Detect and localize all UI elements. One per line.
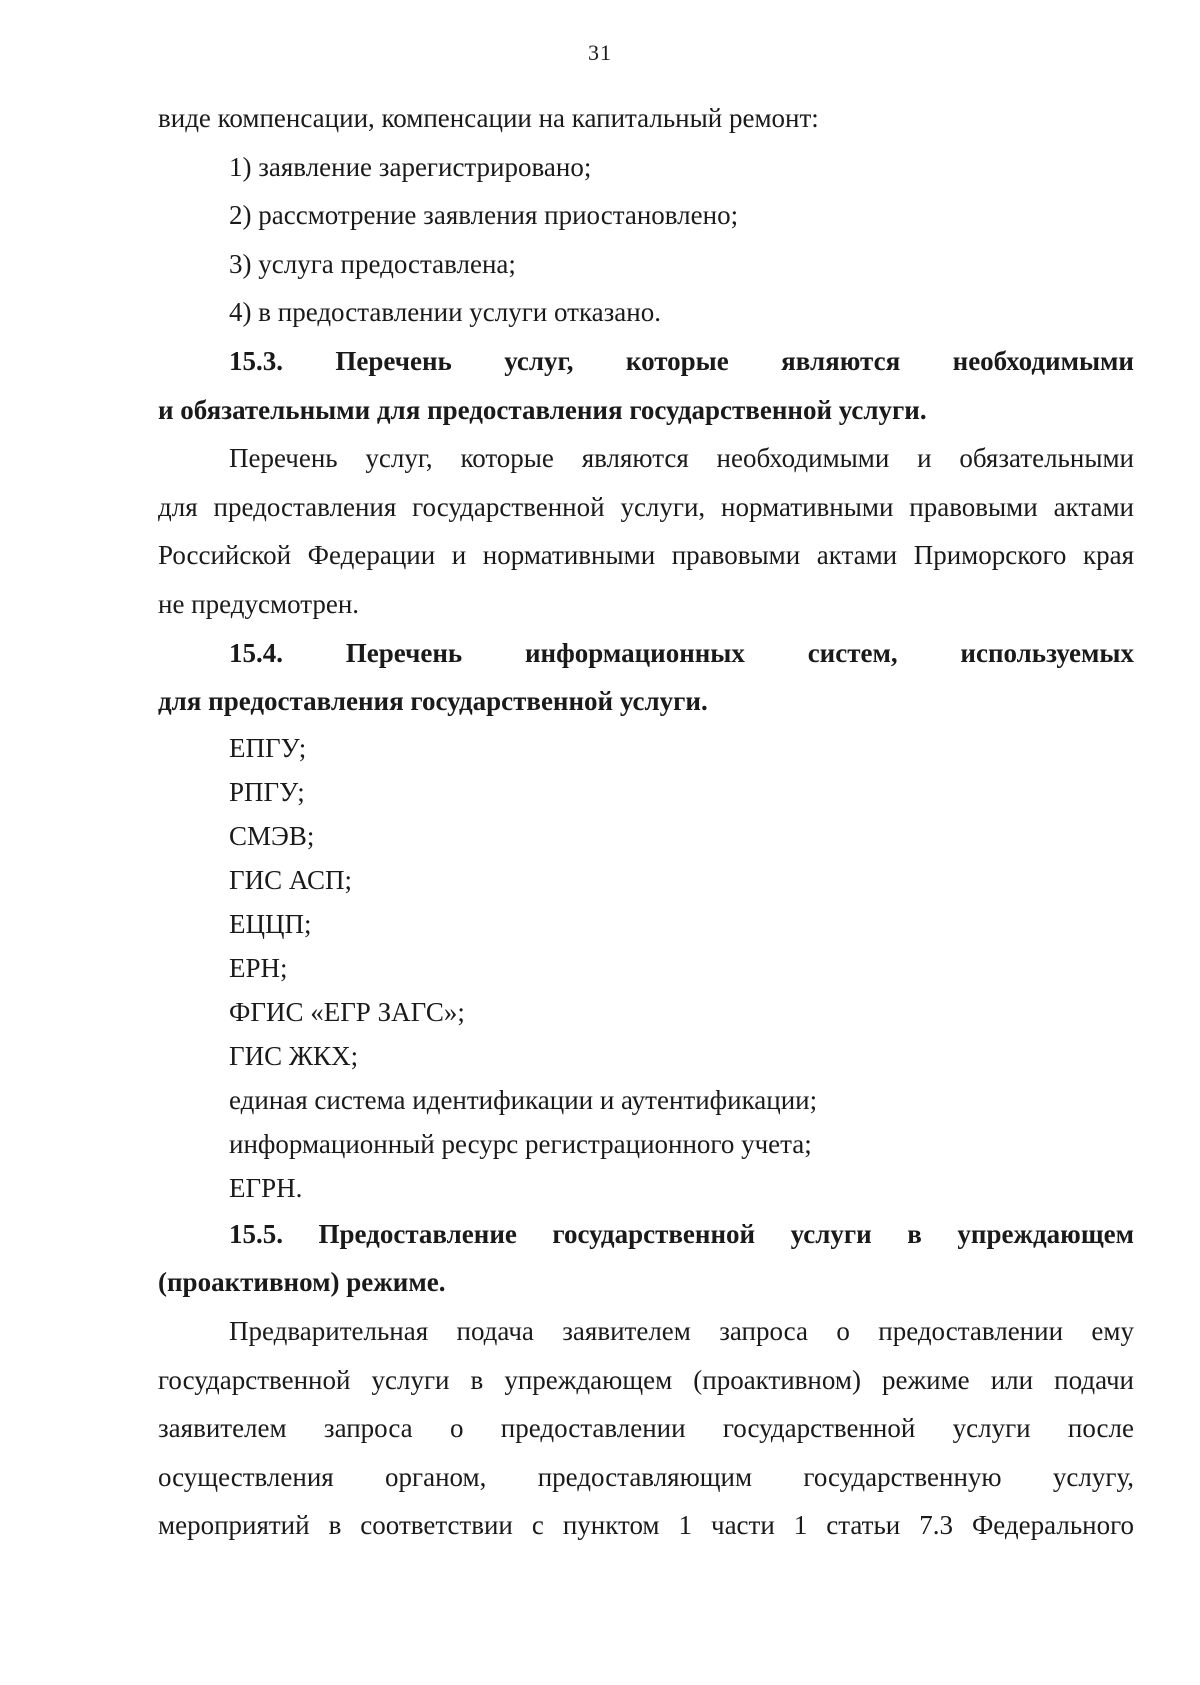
section-15-4-heading-cont: для предоставления государственной услуги. [158,686,708,717]
system-list-item: СМЭВ; [229,820,315,851]
section-15-5-paragraph-line: Предварительная подача заявителем запроса о предоставлении ему [229,1315,1134,1346]
page-number: 31 [588,40,612,65]
section-15-5-heading-cont: (проактивном) режиме. [158,1267,446,1298]
system-list-item: единая система идентификации и аутентификации; [229,1084,818,1115]
status-item: 4) в предоставлении услуги отказано. [229,297,661,328]
system-list-item: ЕЦЦП; [229,908,312,939]
status-item: 3) услуга предоставлена; [229,248,516,279]
system-list-item: ЕПГУ; [229,732,307,763]
page-body [158,94,1134,1550]
section-15-5-paragraph-line: мероприятий в соответствии с пунктом 1 части 1 статьи 7.3 Федерального [158,1510,1134,1541]
section-15-4-heading: 15.4. Перечень информационных систем, используемых [229,637,1134,668]
section-15-3-heading-cont: и обязательными для предоставления государственной услуги. [158,394,927,425]
section-15-3-paragraph-line: Перечень услуг, которые являются необходимыми и обязательными [229,443,1134,474]
section-15-5-paragraph-line: государственной услуги в упреждающем (проактивном) режиме или подачи [158,1364,1134,1395]
system-list-item: ГИС ЖКХ; [229,1040,359,1071]
section-15-3-paragraph-line: для предоставления государственной услуги, нормативными правовыми актами [158,491,1134,522]
section-15-5-paragraph-line: заявителем запроса о предоставлении государственной услуги после [158,1413,1134,1444]
system-list-item: ЕГРН. [229,1172,303,1203]
intro-line: виде компенсации, компенсации на капитальный ремонт: [158,103,819,133]
system-list-item: РПГУ; [229,776,305,807]
system-list-item: ГИС АСП; [229,864,353,895]
section-15-3-paragraph-line: Российской Федерации и нормативными правовыми актами Приморского края [158,540,1134,571]
status-item: 2) рассмотрение заявления приостановлено; [229,200,739,231]
section-15-3-heading: 15.3. Перечень услуг, которые являются необходимыми [229,345,1134,376]
status-item: 1) заявление зарегистрировано; [229,151,592,182]
system-list-item: информационный ресурс регистрационного учета; [229,1128,812,1159]
system-list-item: ЕРН; [229,952,288,983]
section-15-3-paragraph-line: не предусмотрен. [158,588,360,619]
section-15-5-heading: 15.5. Предоставление государственной услуги в упреждающем [229,1218,1134,1249]
section-15-5-paragraph-line: осуществления органом, предоставляющим государственную услугу, [158,1461,1134,1492]
system-list-item: ФГИС «ЕГР ЗАГС»; [229,996,465,1027]
